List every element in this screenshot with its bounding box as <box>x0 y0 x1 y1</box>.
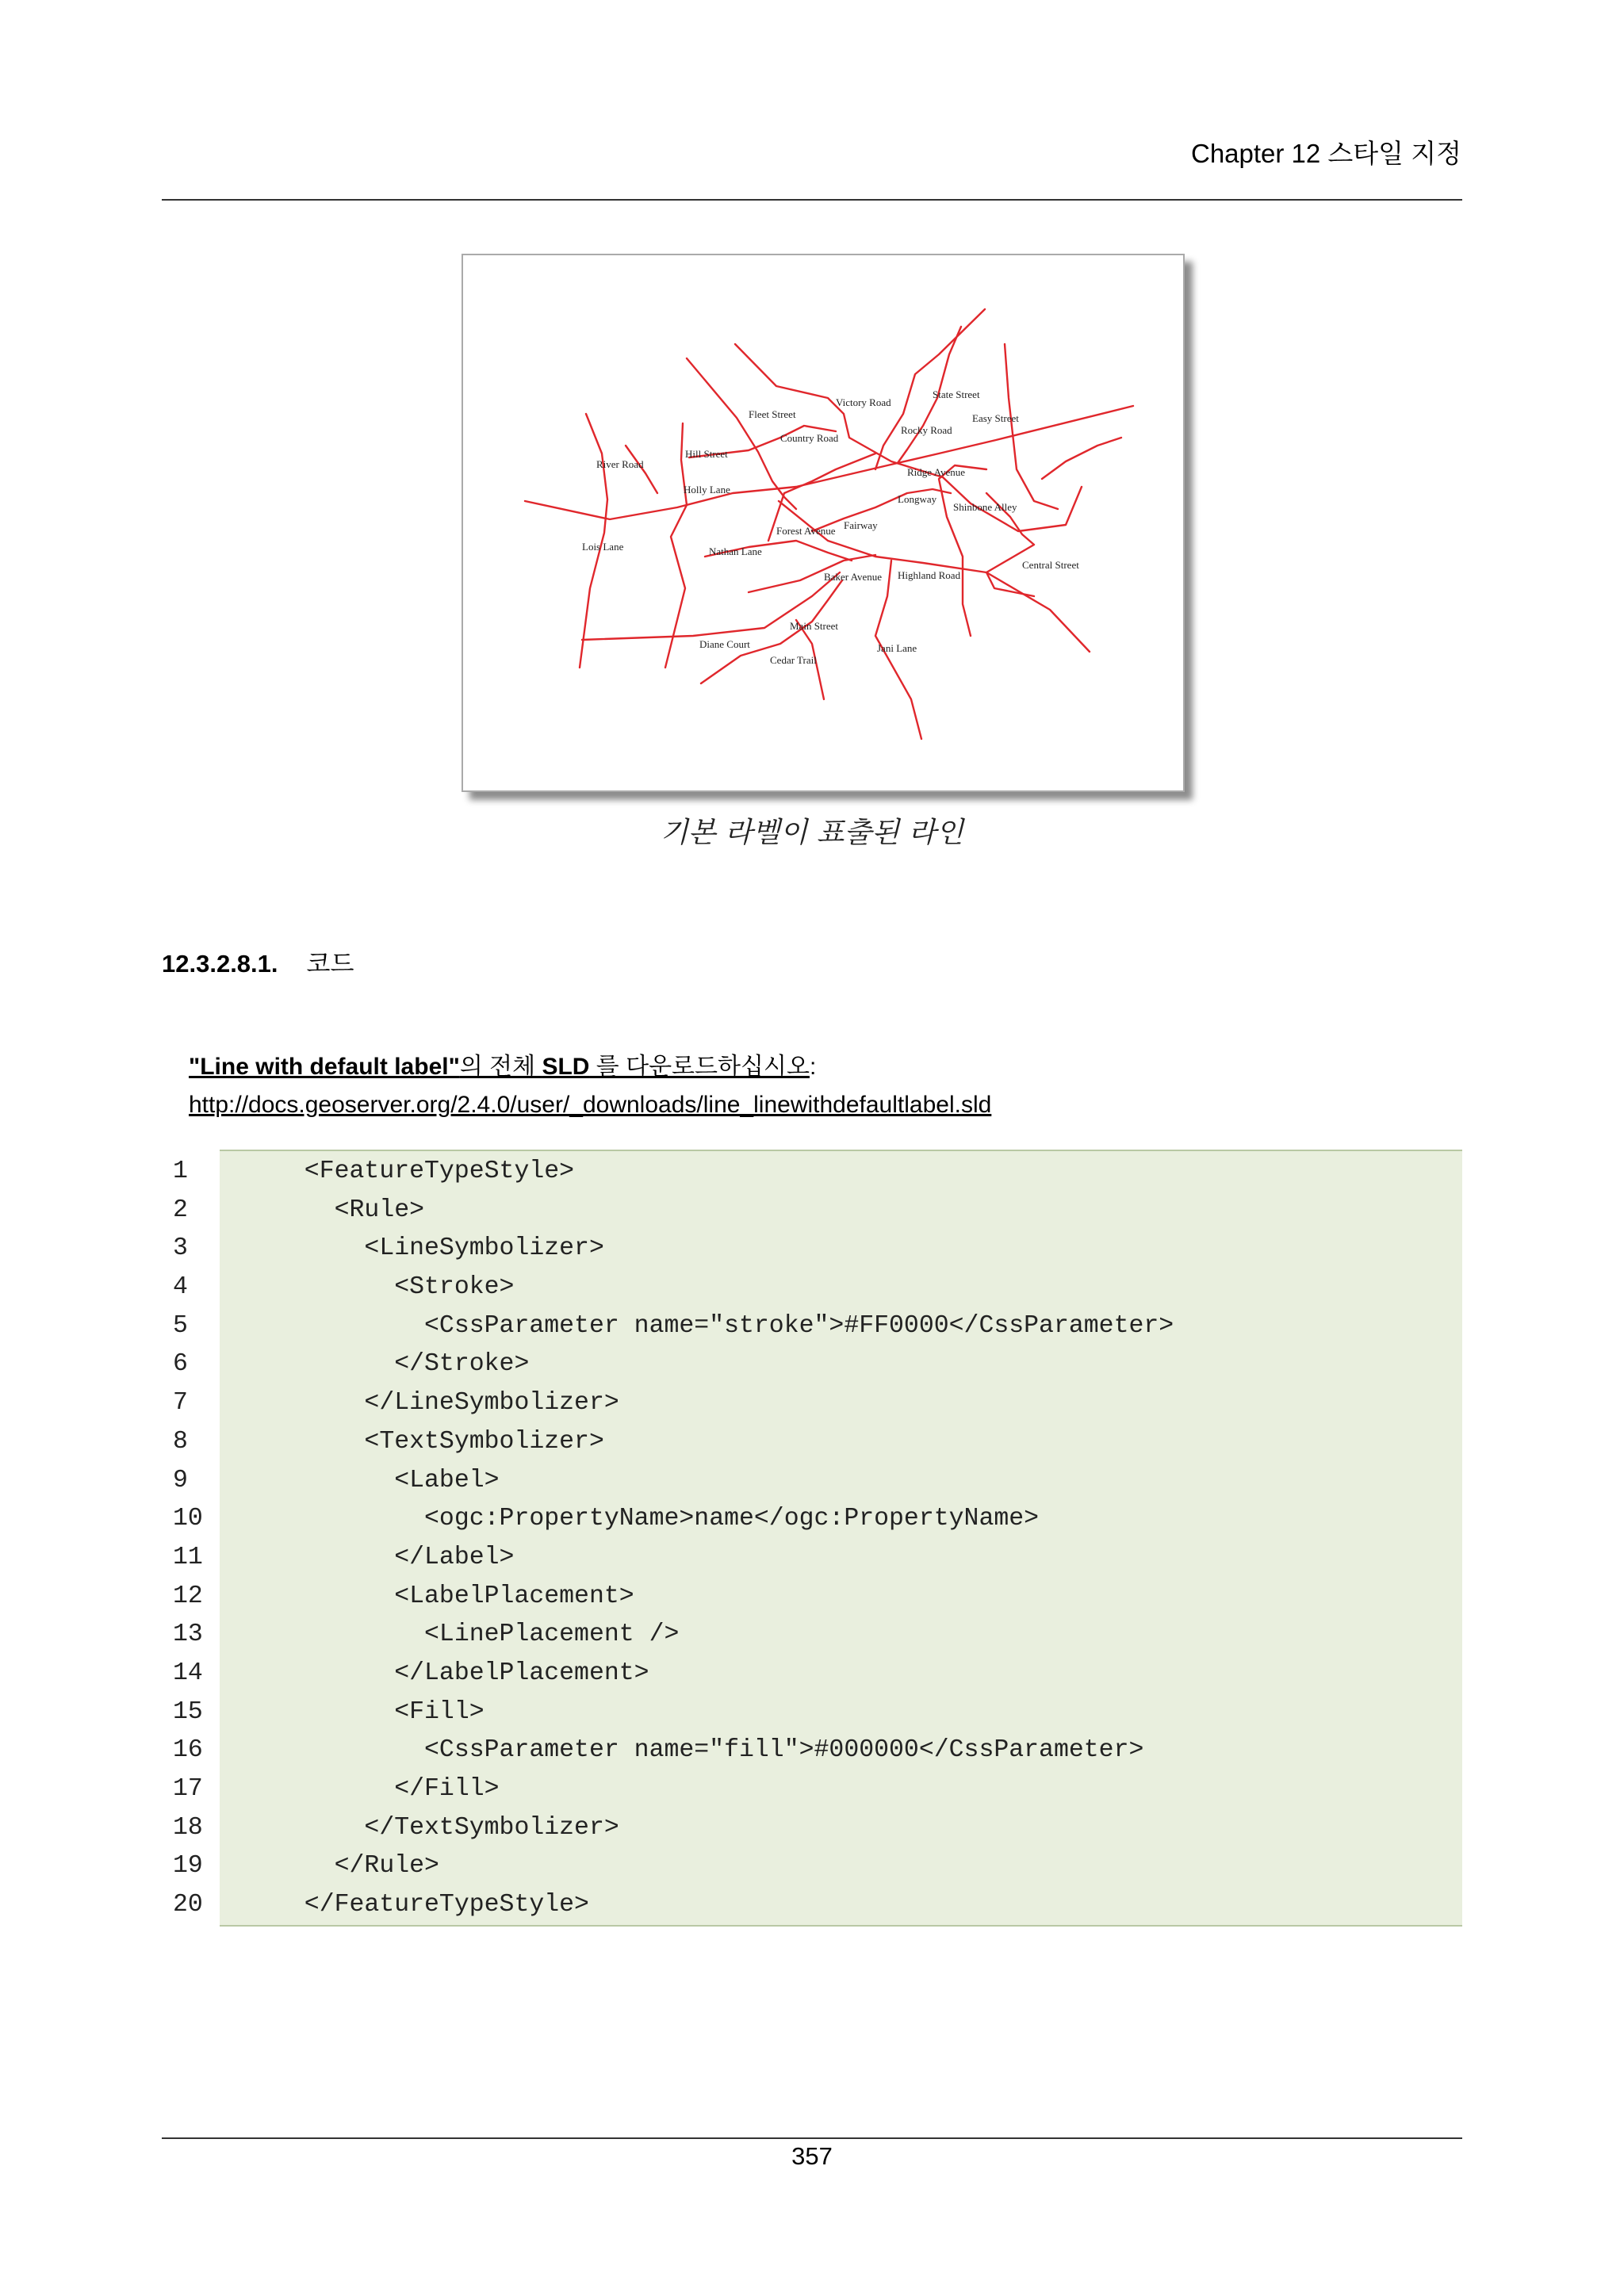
line-number: 4 <box>173 1273 188 1302</box>
line-number: 2 <box>173 1196 188 1224</box>
street-label: Country Road <box>780 432 839 444</box>
code-line: <ogc:PropertyName>name</ogc:PropertyName> <box>274 1505 1040 1533</box>
code-line: </Fill> <box>274 1775 500 1803</box>
street-label: Lois Lane <box>582 541 624 553</box>
street-label: Holly Lane <box>684 484 730 496</box>
section-number: 12.3.2.8.1. <box>162 950 278 978</box>
code-line: <Fill> <box>274 1697 485 1726</box>
street-label: Fairway <box>844 519 878 531</box>
code-line: <Stroke> <box>274 1273 515 1302</box>
section-heading <box>162 943 354 979</box>
street-label: Cedar Trail <box>770 654 817 666</box>
street-label: Shinbone Alley <box>953 501 1017 513</box>
line-number: 17 <box>173 1775 203 1803</box>
street-label: Highland Road <box>898 569 961 581</box>
section-title: 코드 <box>306 950 354 978</box>
code-line: </FeatureTypeStyle> <box>274 1891 589 1919</box>
line-number: 6 <box>173 1350 188 1379</box>
line-number: 19 <box>173 1852 203 1881</box>
line-number: 8 <box>173 1427 188 1456</box>
street-label: Forest Avenue <box>776 525 836 537</box>
line-number: 18 <box>173 1813 203 1842</box>
sld-label: SLD <box>542 1054 590 1080</box>
code-lines <box>274 1153 1174 1925</box>
street-label: Ridge Avenue <box>907 466 966 478</box>
line-number: 14 <box>173 1659 203 1687</box>
code-line: <LinePlacement /> <box>274 1621 680 1649</box>
download-line <box>189 1048 991 1086</box>
line-number: 11 <box>173 1543 203 1571</box>
street-map <box>463 255 1183 790</box>
download-text-2: 를 다운로드하십시오 <box>589 1054 810 1080</box>
street-line <box>1042 438 1121 479</box>
line-number: 15 <box>173 1697 203 1726</box>
download-url-link[interactable]: http://docs.geoserver.org/2.4.0/user/_downloads/line_linewithdefaultlabel.sld <box>189 1092 992 1118</box>
street-line <box>665 423 687 668</box>
figure-caption: 기본 라벨이 표출된 라인 <box>660 817 964 849</box>
street-label: Hill Street <box>685 448 728 460</box>
line-number: 5 <box>173 1311 188 1340</box>
header-divider <box>162 199 1462 201</box>
street-label: Jani Lane <box>877 642 917 654</box>
line-number: 13 <box>173 1621 203 1649</box>
code-line: <TextSymbolizer> <box>274 1427 604 1456</box>
code-line: </TextSymbolizer> <box>274 1813 619 1842</box>
code-line: <FeatureTypeStyle> <box>274 1158 575 1185</box>
download-link-text[interactable] <box>189 1054 810 1080</box>
code-line: </LabelPlacement> <box>274 1659 649 1687</box>
line-number: 3 <box>173 1234 188 1263</box>
style-name: "Line with default label" <box>189 1054 460 1080</box>
code-line: <Rule> <box>274 1196 425 1224</box>
code-line: </Rule> <box>274 1852 439 1881</box>
street-label: Nathan Lane <box>709 545 762 557</box>
code-line: </LineSymbolizer> <box>274 1389 619 1418</box>
map-figure <box>462 254 1185 792</box>
download-instructions <box>189 1048 991 1124</box>
code-line: </Stroke> <box>274 1350 530 1379</box>
street-label: State Street <box>933 388 980 400</box>
street-label: Victory Road <box>836 396 891 408</box>
page-number: 357 <box>791 2142 833 2170</box>
line-number: 9 <box>173 1466 188 1494</box>
street-label: Diane Court <box>699 638 750 650</box>
download-text: 의 전체 <box>459 1054 542 1080</box>
footer-divider <box>162 2137 1462 2139</box>
line-number: 20 <box>173 1891 203 1919</box>
code-line: <Label> <box>274 1466 500 1494</box>
street-label: Fleet Street <box>749 408 796 420</box>
street-label: Rocky Road <box>901 424 952 436</box>
street-label: Baker Avenue <box>824 571 883 583</box>
code-line: <LineSymbolizer> <box>274 1234 604 1263</box>
code-line: <CssParameter name="fill">#000000</CssParameter> <box>274 1736 1144 1765</box>
street-line <box>939 465 986 636</box>
code-line: </Label> <box>274 1543 515 1571</box>
line-number: 1 <box>173 1158 188 1185</box>
street-label: Longway <box>898 493 937 505</box>
line-number: 7 <box>173 1389 188 1418</box>
street-label: Central Street <box>1022 559 1079 571</box>
street-label: Main Street <box>790 620 839 632</box>
street-label: Easy Street <box>972 412 1019 424</box>
chapter-title: Chapter 12 스타일 지정 <box>1190 139 1461 168</box>
line-number: 12 <box>173 1582 203 1610</box>
code-line: <CssParameter name="stroke">#FF0000</CssParameter> <box>274 1311 1174 1340</box>
code-line: <LabelPlacement> <box>274 1582 634 1610</box>
download-colon: : <box>809 1054 817 1080</box>
line-number: 16 <box>173 1736 203 1765</box>
street-label: River Road <box>596 458 644 470</box>
line-number: 10 <box>173 1505 203 1533</box>
line-numbers <box>173 1153 203 1925</box>
